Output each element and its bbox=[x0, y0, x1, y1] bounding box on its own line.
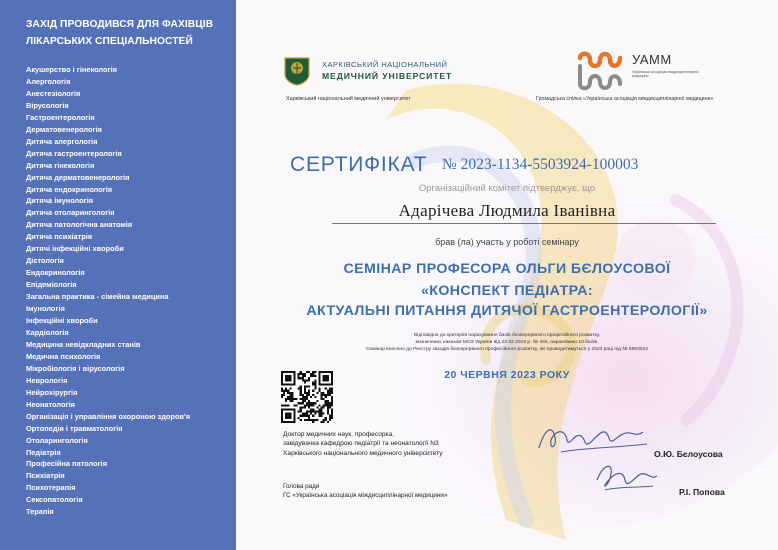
event-date: 20 ЧЕРВНЯ 2023 РОКУ bbox=[444, 369, 570, 381]
specialty-item: Загальна практика - сімейна медицина bbox=[26, 292, 169, 302]
specialty-item: Дитяча отоларингологія bbox=[26, 208, 115, 218]
specialty-item: Сексопатологія bbox=[26, 495, 83, 505]
specialties-list bbox=[26, 64, 218, 518]
specialty-item: Дитяча психіатрія bbox=[26, 232, 93, 242]
specialty-item: Психотерапія bbox=[26, 483, 76, 493]
specialty-item: Дієтологія bbox=[26, 256, 64, 266]
specialty-item: Гастроентерологія bbox=[26, 112, 95, 122]
specialty-item: Неонатологія bbox=[26, 399, 75, 409]
uamm-logo-icon bbox=[576, 50, 624, 92]
specialty-item: Дитяча патологічна анатомія bbox=[26, 220, 133, 230]
sidebar-title bbox=[26, 16, 218, 50]
specialty-item: Акушерство і гінекологія bbox=[26, 65, 117, 74]
specialty-item: Дитяча алергологія bbox=[26, 136, 98, 146]
certificate-main bbox=[236, 0, 778, 550]
specialty-item: Епідеміологія bbox=[26, 280, 77, 290]
recipient-name: Адарічева Людмила Іванівна bbox=[398, 201, 616, 220]
participation-text: брав (ла) участь у роботі семінару bbox=[435, 237, 579, 247]
specialty-item: Мікробіологія і вірусологія bbox=[26, 363, 125, 373]
professor-credentials-line1: Доктор медичних наук, професорка, bbox=[283, 431, 395, 438]
specialty-item: Інфекційні хвороби bbox=[26, 316, 98, 326]
specialty-item: Ортопедія і травматологія bbox=[26, 423, 123, 433]
specialty-item: Дитячі інфекційні хвороби bbox=[26, 244, 124, 254]
points-note-line1: Відповідно до критеріїв нарахування балів безперервного професійного розвитку, bbox=[413, 333, 601, 338]
seminar-title-line1: СЕМІНАР ПРОФЕСОРА ОЛЬГИ БЄЛОУСОВОЇ bbox=[343, 261, 671, 277]
specialty-item: Професійна патологія bbox=[26, 459, 108, 469]
sidebar-title-line1: ЗАХІД ПРОВОДИВСЯ ДЛЯ ФАХІВЦІВ bbox=[26, 19, 214, 30]
certificate-number: № 2023-1134-5503924-100003 bbox=[442, 156, 639, 173]
certificate-title: СЕРТИФІКАТ bbox=[290, 153, 428, 176]
qr-code-icon bbox=[281, 371, 333, 423]
specialty-item: Дитяча дерматовенерологія bbox=[26, 172, 130, 182]
khnmu-name-line1: ХАРКІВСЬКИЙ НАЦІОНАЛЬНИЙ bbox=[322, 60, 448, 69]
confirmation-text: Організаційний комітет підтверджує, що bbox=[418, 183, 596, 194]
professor-credentials-line3: Харківського національного медичного університету bbox=[283, 449, 443, 457]
khnmu-crest-icon bbox=[284, 56, 310, 86]
specialty-item: Алергологія bbox=[26, 76, 71, 86]
specialty-item: Педіатрія bbox=[26, 447, 61, 457]
specialty-item: Дитяча гінекологія bbox=[26, 160, 95, 170]
seminar-title-line2: «КОНСПЕКТ ПЕДІАТРА: bbox=[420, 283, 594, 299]
registry-note: Семінар внесено до Реєстру заходів безперервного професійного розвитку, які проводитимуться у 2023 році під № 5503924 bbox=[365, 347, 649, 352]
signer-popova: Р.І. Попова bbox=[679, 487, 725, 497]
uamm-name: УАММ bbox=[632, 52, 672, 67]
signer-belousova: О.Ю. Бєлоусова bbox=[654, 449, 723, 459]
sidebar-title-line2: ЛІКАРСЬКИХ СПЕЦІАЛЬНОСТЕЙ bbox=[26, 36, 193, 47]
points-note-line2: визначених наказом МОЗ України від 22.02.2019 р. № 446, нараховано 10 балів. bbox=[415, 340, 599, 345]
specialties-sidebar bbox=[0, 0, 236, 550]
specialty-item: Терапія bbox=[26, 507, 54, 517]
specialty-item: Організація і управління охороною здоров'я bbox=[26, 411, 191, 421]
council-head-line1: Голова ради bbox=[283, 483, 320, 490]
specialty-item: Дитяча імунологія bbox=[26, 196, 94, 206]
specialty-item: Дерматовенерологія bbox=[26, 124, 102, 134]
council-head-credentials bbox=[283, 482, 447, 501]
uamm-description: Українська асоціація міждисциплінарної медицини bbox=[632, 70, 699, 79]
specialty-item: Медицина невідкладних станів bbox=[26, 339, 141, 349]
specialty-item: Дитяча гастроентерологія bbox=[26, 148, 122, 158]
professor-credentials-line2: завідувачка кафедрою педіатрії та неонатології N3 bbox=[283, 440, 439, 448]
professor-credentials bbox=[283, 430, 443, 458]
council-head-line2: ГС «Українська асоціація міждисциплінарної медицини» bbox=[283, 492, 448, 500]
specialty-item: Психіатрія bbox=[26, 471, 65, 481]
specialty-item: Імунологія bbox=[26, 304, 65, 314]
specialty-item: Вірусологія bbox=[26, 100, 69, 110]
seminar-title-line3: АКТУАЛЬНІ ПИТАННЯ ДИТЯЧОЇ ГАСТРОЕНТЕРОЛОГІЇ» bbox=[306, 303, 708, 319]
specialty-item: Дитяча ендокринологія bbox=[26, 184, 113, 194]
specialty-item: Неврологія bbox=[26, 375, 68, 385]
signature-popova bbox=[591, 456, 661, 496]
specialty-item: Отоларингологія bbox=[26, 435, 88, 445]
specialty-item: Кардіологія bbox=[26, 327, 69, 337]
khnmu-subtitle: Харківський національний медичний університет bbox=[286, 96, 411, 102]
uamm-subtitle: Громадська спілка «Українська асоціація міждисциплінарної медицини» bbox=[536, 96, 714, 102]
specialty-item: Нейрохірургія bbox=[26, 387, 78, 397]
specialty-item: Ендокринологія bbox=[26, 268, 85, 278]
name-underline bbox=[332, 223, 716, 224]
khnmu-name-line2: МЕДИЧНИЙ УНІВЕРСИТЕТ bbox=[322, 71, 453, 81]
signature-belousova bbox=[531, 418, 651, 458]
specialty-item: Анестезіологія bbox=[26, 88, 81, 98]
specialty-item: Медична психологія bbox=[26, 351, 101, 361]
